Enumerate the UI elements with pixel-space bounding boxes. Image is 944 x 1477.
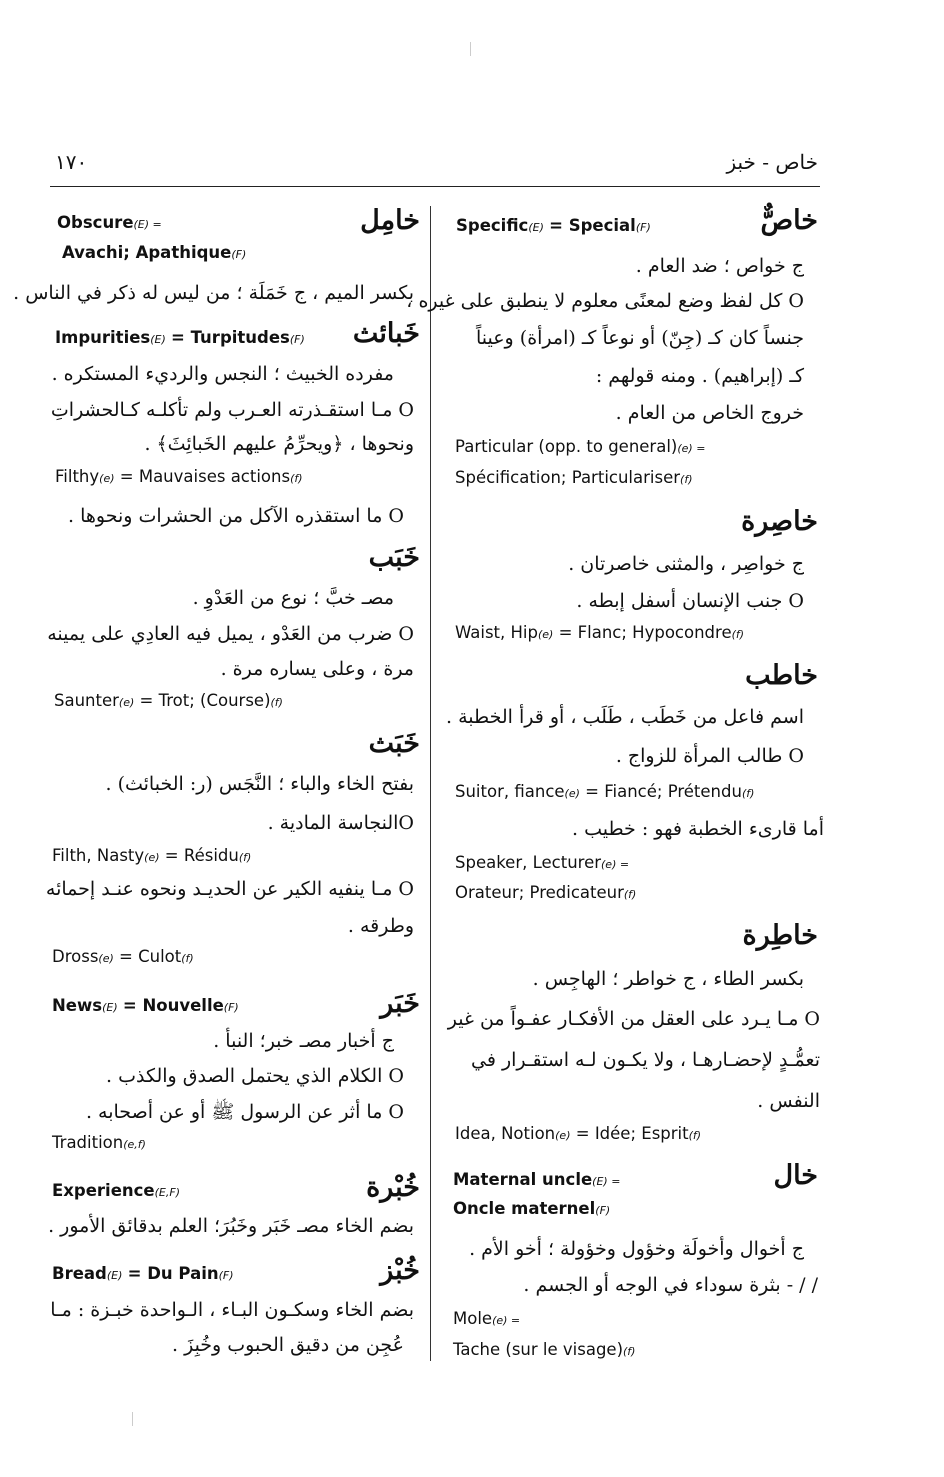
running-title: خاص - خبز [726,150,818,174]
definition-line: أما قارىء الخطبة فهو : خطيب . [572,818,824,840]
headword-khabab: خَبَب [368,542,420,573]
definition-line: ج خواص ؛ ضد العام . [635,255,804,277]
definition-line: O جنب الإنسان أسفل إبطه . [576,590,804,612]
definition-line: / / - بثرة سوداء في الوجه أو الجسم . [523,1274,818,1296]
translation-line: Spécification; Particulariser(f) [455,468,693,487]
definition-line: O طالب المرأة للزواج . [615,745,804,767]
headword-khabar: خَبَر [380,988,420,1019]
headword-khubra: خُبْرة [366,1172,420,1203]
definition-line: O مـا ينفيه الكير عن الحديـد ونحوه عنـد إحمائه [45,878,414,900]
definition-line: O كل لفظ وضع لمعنًى معلوم لا ينطبق على غيره ، [406,290,804,312]
definition-line: ونحوها ، ﴿ويحرِّمُ عليهم الخَبائِثَ﴾ . [144,433,414,455]
definition-line: O مـا يـرد على العقل من الأفكـار عفـواً من غير [447,1008,820,1030]
translation-line: Tache (sur le visage)(f) [453,1340,636,1359]
translation-line: Avachi; Apathique(F) [62,243,247,262]
definition-line: O ما استقذره الآكل من الحشرات ونحوها . [68,505,404,527]
headword-khass: خاصٌّ [760,205,818,236]
translation-line: Filthy(e) = Mauvaises actions(f) [55,467,303,486]
page-number: ١٧٠ [55,150,88,174]
translation-line: Maternal uncle(E) = [453,1170,621,1189]
definition-line: O ما أثر عن الرسول ﷺ أو عن أصحابه . [85,1101,404,1123]
definition-line: مفرده الخبيث ؛ النجس والرديء المستكره . [51,363,394,385]
definition-line: جنساً كان كـ (جِنّ) أو نوعاً كـ (امرأة) وعيناً [475,327,804,349]
definition-line: خروج الخاص من العام . [615,402,804,424]
definition-line: ج أخبار مصـ خبر؛ النبأ . [213,1030,394,1052]
definition-line: تعمُّـدٍ لإحضـارهـا ، ولا يكـون لـه استقـرار في [471,1049,820,1071]
translation-line: News(E) = Nouvelle(F) [52,996,239,1015]
definition-line: النفس . [757,1090,820,1112]
definition-line: اسم فاعل من خَطَب ، طَلَب ، أو قرأ الخطبة . [446,706,804,728]
entry-khass-translation: Specific(E) = Special(F) [456,216,651,235]
definition-line: ج خواصِر ، والمثنى خاصرتان . [568,553,804,575]
definition-line: مرة ، وعلى يساره مرة . [220,658,414,680]
definition-line: بفتح الخاء والباء ؛ النَّجَس (ر: الخبائث) . [105,773,414,795]
definition-line: بكسر الميم ، ج خَمَلَة ؛ من ليس له ذكر في الناس . [13,282,414,304]
translation-line: Saunter(e) = Trot; (Course)(f) [54,691,283,710]
translation-line: Bread(E) = Du Pain(F) [52,1264,234,1283]
scan-mark-top [470,42,471,56]
definition-line: بضم الخاء مصـ خَبَر وخَبُرَ؛ العلم بدقائق الأمور . [48,1215,414,1237]
definition-line: O مـا استقـذرته العـرب ولم تأكلـه كـالحشراتِ [50,399,414,421]
translation-line: Suitor, fiance(e) = Fiancé; Prétendu(f) [455,782,755,801]
translation-line: Speaker, Lecturer(e) = [455,853,630,872]
headword-khal: خال [773,1160,818,1191]
translation-line: Waist, Hip(e) = Flanc; Hypocondre(f) [455,623,745,642]
definition-line: مصـ خبَّ ؛ نوع من العَدْوِ . [192,587,394,609]
headword-khubz: خُبْز [380,1255,420,1286]
headword-khabaith: خَبائث [352,318,420,349]
translation-line: Orateur; Predicateur(f) [455,883,637,902]
definition-line: Oالنجاسة المادية . [267,812,414,834]
translation-line: Impurities(E) = Turpitudes(F) [55,328,305,347]
translation-line: Dross(e) = Culot(f) [52,947,194,966]
translation-line: Mole(e) = [453,1309,521,1328]
definition-line: ج أخوال وأخولَة وخؤول وخؤولة ؛ أخو الأم . [469,1238,804,1260]
definition-line: بضم الخاء وسكـون البـاء ، الـواحدة خبـزة : مـا [50,1299,414,1321]
translation-line: Filth, Nasty(e) = Résidu(f) [52,846,252,865]
translation-line: Tradition(e,f) [52,1133,146,1152]
headword-khamil: خامِل [360,205,420,236]
definition-line: وطرقه . [347,915,414,937]
definition-line: O ضرب من العَدْو ، يميل فيه العادِي على يمينه [47,623,414,645]
column-divider [430,206,431,1361]
definition-line: بكسر الطاء ، ج خواطر ؛ الهاجِس . [532,968,804,990]
definition-line: عُجِن من دقيق الحبوب وخُبِزَ . [172,1334,404,1356]
scan-mark-bottom [132,1412,133,1426]
definition-line: كـ (إبراهيم) . ومنه قولهم : [595,365,804,387]
translation-line: Oncle maternel(F) [453,1199,611,1218]
translation-line: Idea, Notion(e) = Idée; Esprit(f) [455,1124,702,1143]
headword-khatib: خاطب [745,660,818,691]
headword-khatira: خاطِرة [742,920,818,951]
translation-line: Obscure(E) = [57,213,162,232]
translation-line: Particular (opp. to general)(e) = [455,437,706,456]
definition-line: O الكلام الذي يحتمل الصدق والكذب . [106,1065,404,1087]
headword-khabath: خَبَث [368,728,420,759]
translation-line: Experience(E,F) [52,1181,180,1200]
headword-khasira: خاصِرة [741,506,818,537]
header-rule [50,186,820,187]
